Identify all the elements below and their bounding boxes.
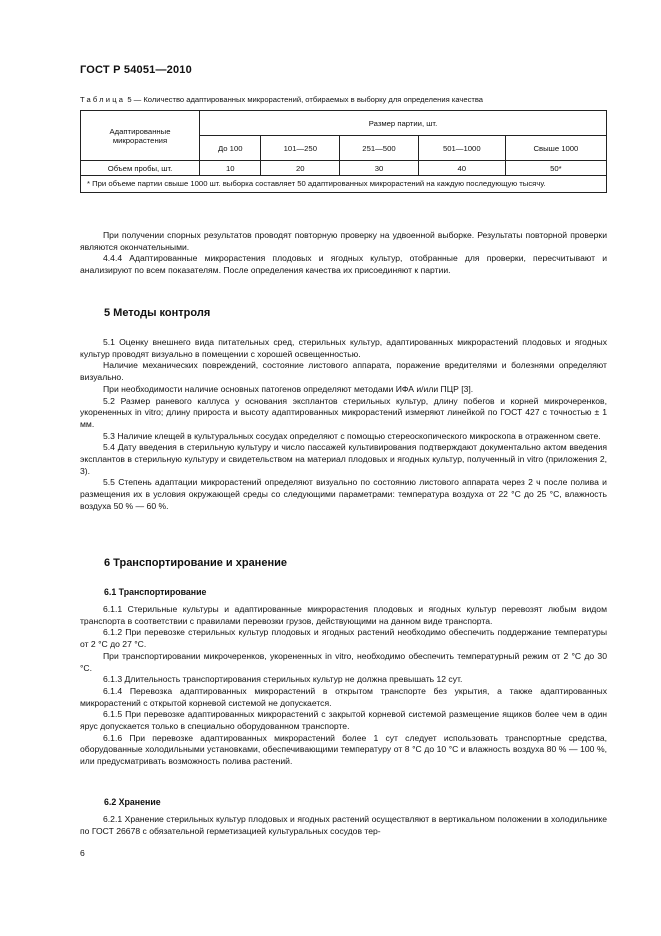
table-caption-text: 5 — Количество адаптированных микрорастений, отбираемых в выборку для определения качества (127, 95, 484, 104)
table-caption-word: Таблица (80, 95, 126, 104)
table-cell: 20 (261, 161, 340, 176)
table-group-header: Размер партии, шт. (200, 111, 607, 136)
paragraph: При получении спорных результатов проводят повторную проверку на удвоенной выборке. Результаты повторной проверки являются окончательными. (80, 230, 607, 252)
paragraph: При транспортировании микрочеренков, укорененных in vitro, необходимо обеспечить температурный режим от 2 °С до 30 °С. (80, 650, 607, 673)
paragraph: 6.1.1 Стерильные культуры и адаптированные микрорастения плодовых и ягодных культур перевозят любым видом транспорта в соответствии с правилами перевозки грузов, действующими на данном виде транспорта. (80, 604, 607, 626)
text-block-section-5 (80, 337, 607, 513)
paragraph: 5.5 Степень адаптации микрорастений определяют визуально по состоянию листового аппарата через 2 ч после полива и размещения их в условия окружающей среды со следующими параметрами: температура воздуха от 22 °С до 25 °С, влажность воздуха 50 % — 60 %. (80, 477, 607, 511)
standard-header: ГОСТ Р 54051—2010 (80, 64, 192, 76)
subsection-6-1-title: 6.1 Транспортирование (104, 587, 207, 597)
paragraph: 5.2 Размер раневого каллуса у основания эксплантов стерильных культур, длину побегов и корней микрочеренков, укорененных in vitro; длину прироста и высоту адаптированных микрорастений измеряют линейкой по ГОСТ 427 с точностью ± 1 мм. (80, 395, 607, 429)
table-cell: 10 (200, 161, 261, 176)
table-sample-label: Объем пробы, шт. (81, 161, 200, 176)
table-col-header: 501—1000 (418, 136, 505, 161)
text-block-section-6-2 (80, 814, 607, 837)
table-cell: 50* (505, 161, 606, 176)
page-number: 6 (80, 848, 85, 858)
table-cell: 40 (418, 161, 505, 176)
paragraph: Наличие механических повреждений, состояние листового аппарата, поражение вредителями и болезнями определяют визуально. (80, 360, 607, 383)
paragraph: 6.1.6 При перевозке адаптированных микрорастений более 1 сут следует использовать транспортные средства, оборудованные холодильными установками, обеспечивающими температуру от 8 °С до 10 °С и влажность воздуха 80 % — 100 %, или предусматривать возможность полива растений. (80, 732, 607, 767)
paragraph: 5.1 Оценку внешнего вида питательных сред, стерильных культур, адаптированных микрорастений плодовых и ягодных культур проводят визуально в помещении с хорошей освещенностью. (80, 337, 607, 359)
paragraph: 6.2.1 Хранение стерильных культур плодовых и ягодных растений осуществляют в вертикальном положении в холодильнике по ГОСТ 26678 с обязательной герметизацией культуральных сосудов тер- (80, 814, 607, 836)
table-footnote: * При объеме партии свыше 1000 шт. выборка составляет 50 адаптированных микрорастений на каждую последующую тысячу. (81, 176, 607, 193)
text-block-section-6-1 (80, 604, 607, 768)
text-block-results (80, 230, 607, 277)
section-6-title: 6 Транспортирование и хранение (104, 557, 287, 569)
table-col-header: До 100 (200, 136, 261, 161)
paragraph: 6.1.2 При перевозке стерильных культур плодовых и ягодных растений необходимо обеспечить поддержание температуры от 2 °С до 27 °С. (80, 627, 607, 650)
table-caption (80, 95, 600, 104)
paragraph: 5.3 Наличие клещей в культуральных сосудах определяют с помощью стереоскопического микроскопа в отраженном свете. (103, 430, 601, 441)
subsection-6-2-title: 6.2 Хранение (104, 797, 161, 807)
table-row-header: Адаптированные микрорастения (81, 111, 200, 161)
table-col-header: Свыше 1000 (505, 136, 606, 161)
paragraph: 6.1.3 Длительность транспортирования стерильных культур не должна превышать 12 сут. (103, 674, 463, 685)
section-5-title: 5 Методы контроля (104, 307, 211, 319)
table-col-header: 251—500 (340, 136, 419, 161)
paragraph: 6.1.5 При перевозке адаптированных микрорастений с закрытой корневой системой размещение ящиков более чем в один ярус допускается только в специально оборудованном транспорте. (80, 709, 607, 732)
paragraph: 6.1.4 Перевозка адаптированных микрорастений в открытом транспорте без укрытия, а также адаптированных микрорастений с открытой корневой системой не допускается. (80, 685, 607, 708)
table-col-header: 101—250 (261, 136, 340, 161)
paragraph: При необходимости наличие основных патогенов определяют методами ИФА и/или ПЦР [3]. (103, 383, 474, 394)
paragraph: 4.4.4 Адаптированные микрорастения плодовых и ягодных культур, отобранные для проверки, пересчитывают и анализируют по всем показателям. После определения качества их присоединяют к партии. (80, 253, 607, 276)
paragraph: 5.4 Дату введения в стерильную культуру и число пассажей культивирования подтверждают документально актом введения эксплантов в стерильную культуру и свидетельством на материал плодовых и ягодных культур, полученный in vitro (приложения 2, 3). (80, 442, 607, 476)
sample-size-table (80, 110, 607, 193)
table-cell: 30 (340, 161, 419, 176)
